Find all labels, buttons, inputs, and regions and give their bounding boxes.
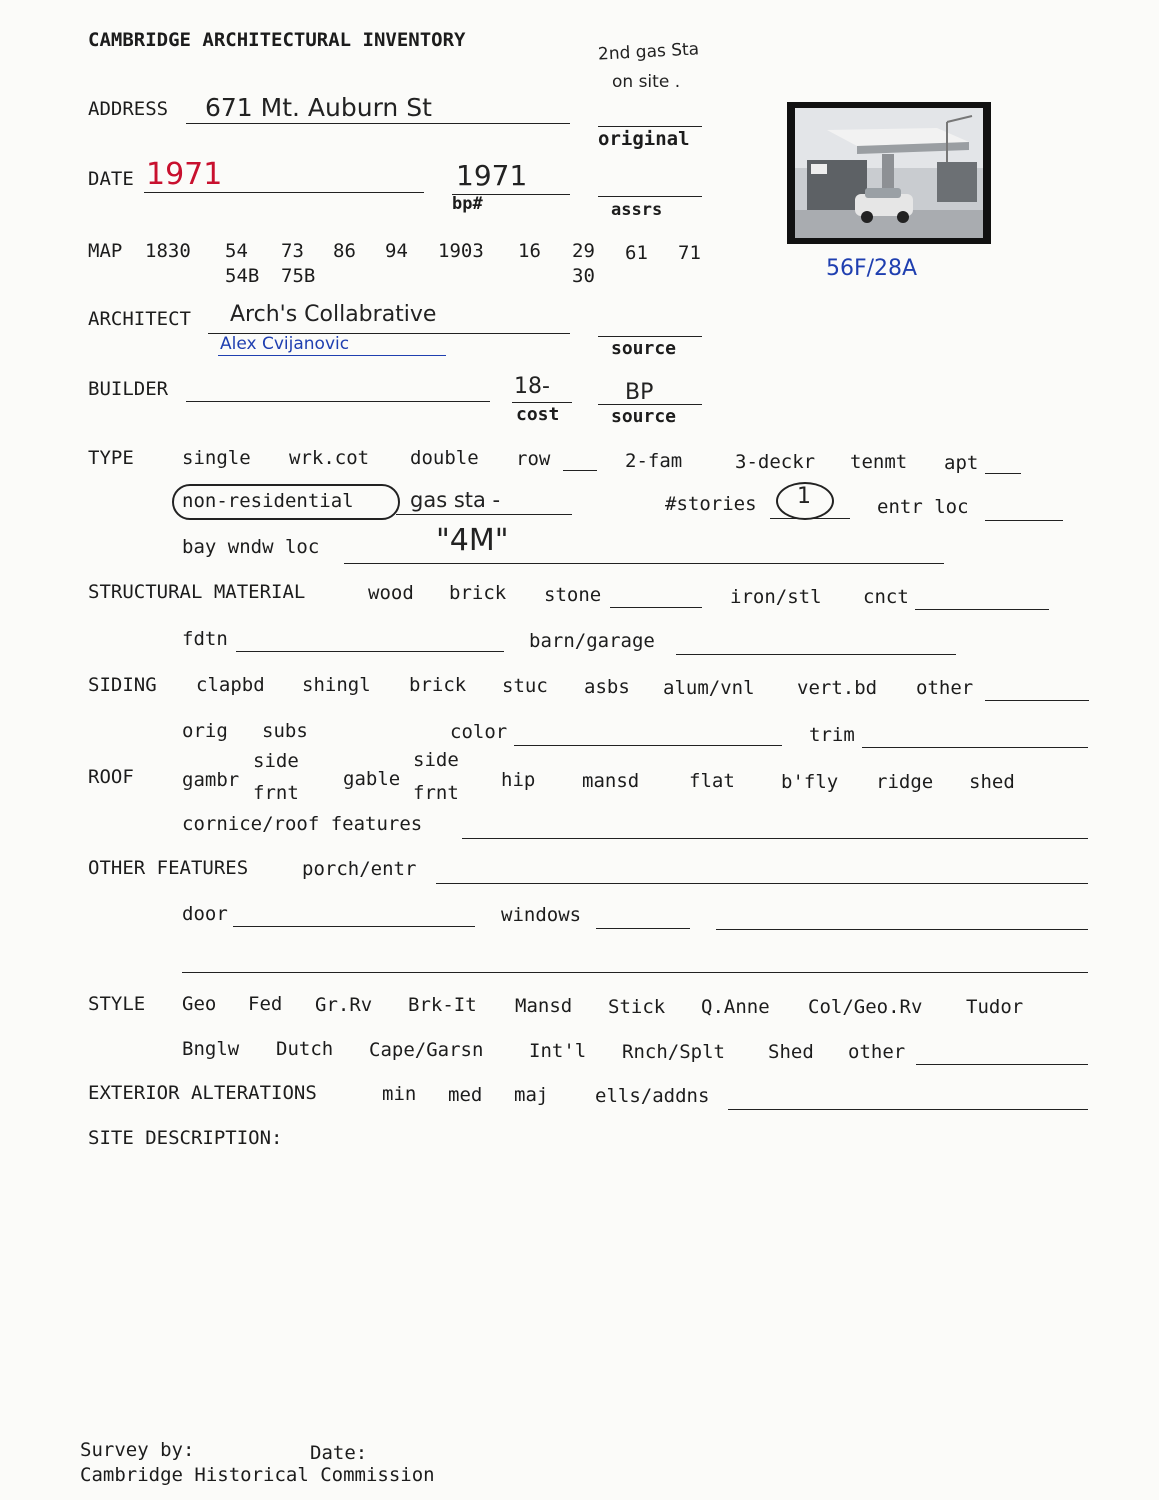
bp-label: bp#	[452, 194, 483, 214]
style-option: Tudor	[966, 996, 1024, 1018]
nonres-label: non-residential	[182, 490, 354, 512]
survey-by-label: Survey by:	[80, 1439, 195, 1461]
bay-line	[344, 563, 944, 564]
handwritten-note-2: on site .	[612, 72, 681, 92]
commission-name: Cambridge Historical Commission	[80, 1464, 435, 1486]
roof-option: ridge	[876, 771, 934, 793]
style-option: Int'l	[529, 1040, 587, 1062]
map-year: 94	[385, 240, 408, 262]
architect-label: ARCHITECT	[88, 308, 191, 330]
extra-line	[182, 972, 1088, 973]
photo-caption: 56F/28A	[826, 256, 918, 281]
original-label: original	[598, 128, 690, 150]
structural-option: iron/stl	[730, 586, 822, 608]
gable-side: side	[413, 749, 459, 771]
map-year: 86	[333, 240, 356, 262]
type-option: tenmt	[850, 451, 908, 473]
nonres-value: gas sta -	[410, 488, 501, 512]
cnct-line	[915, 609, 1049, 610]
style-option: Mansd	[515, 995, 573, 1017]
style-option: Col/Geo.Rv	[808, 996, 923, 1018]
color-line	[514, 745, 782, 746]
address-line	[186, 123, 570, 124]
alteration-option: med	[448, 1084, 483, 1106]
type-label: TYPE	[88, 447, 134, 469]
siding-other-line	[985, 700, 1089, 701]
architect-value: Arch's Collabrative	[230, 302, 437, 327]
alterations-label: EXTERIOR ALTERATIONS	[88, 1082, 317, 1104]
gambr-label: gambr	[182, 769, 240, 791]
structural-option: stone	[544, 584, 602, 606]
other-features-label: OTHER FEATURES	[88, 857, 249, 879]
color-label: color	[450, 721, 508, 743]
assrs-label: assrs	[611, 200, 663, 220]
builder-line	[186, 401, 490, 402]
alteration-option: maj	[514, 1084, 549, 1106]
footer-date-label: Date:	[310, 1442, 368, 1464]
architect-name: Alex Cvijanovic	[220, 334, 350, 354]
porch-label: porch/entr	[302, 858, 417, 880]
door-line	[233, 926, 475, 927]
style-other-line	[916, 1064, 1088, 1065]
entr-loc-line	[985, 520, 1063, 521]
address-label: ADDRESS	[88, 98, 169, 120]
site-description-label: SITE DESCRIPTION:	[88, 1127, 283, 1149]
type-option: apt	[944, 452, 979, 474]
stories-value: 1	[797, 484, 811, 509]
style-option: Gr.Rv	[315, 994, 373, 1016]
apt-line	[985, 473, 1021, 474]
type-option: 3-deckr	[735, 451, 816, 473]
roof-option: hip	[501, 769, 536, 791]
barn-line	[676, 654, 956, 655]
builder-source-line	[598, 404, 702, 405]
roof-label: ROOF	[88, 766, 134, 788]
siding-option: asbs	[584, 676, 630, 698]
siding-option: alum/vnl	[663, 677, 755, 699]
style-option: Dutch	[276, 1038, 334, 1060]
alteration-option: ells/addns	[595, 1085, 710, 1107]
map-year: 73	[281, 240, 304, 262]
cost-label: cost	[516, 404, 560, 425]
builder-source-value: BP	[625, 380, 654, 405]
map-year: 54B	[225, 265, 260, 287]
address-value: 671 Mt. Auburn St	[205, 93, 432, 122]
type-option: row	[516, 448, 551, 470]
entr-loc-label: entr loc	[877, 496, 969, 518]
map-year: 29	[572, 240, 595, 262]
map-year: 1830	[145, 240, 191, 262]
fdtn-line	[236, 651, 504, 652]
porch-line	[436, 883, 1088, 884]
date-value: 1971	[146, 157, 223, 192]
map-year: 1903	[438, 240, 484, 262]
map-year: 54	[225, 240, 248, 262]
orig-label: orig	[182, 720, 228, 742]
builder-source-label: source	[611, 406, 677, 427]
windows-label: windows	[501, 904, 582, 926]
roof-option: shed	[969, 771, 1015, 793]
style-option: Cape/Garsn	[369, 1039, 484, 1061]
type-option: 2-fam	[625, 450, 683, 472]
bay-label: bay wndw loc	[182, 536, 320, 558]
source-label: source	[611, 338, 677, 359]
siding-option: brick	[409, 674, 467, 696]
gable-label: gable	[343, 768, 401, 790]
style-option: Rnch/Splt	[622, 1041, 725, 1063]
map-year: 71	[678, 242, 701, 264]
type-option: single	[182, 447, 251, 469]
style-option: Geo	[182, 993, 217, 1015]
structural-option: wood	[368, 582, 414, 604]
style-option: other	[848, 1041, 906, 1063]
style-option: Fed	[248, 993, 283, 1015]
door-label: door	[182, 903, 228, 925]
cornice-line	[462, 838, 1088, 839]
cornice-label: cornice/roof features	[182, 813, 423, 835]
cost-line	[512, 402, 572, 403]
siding-option: stuc	[502, 675, 548, 697]
structural-option: cnct	[863, 586, 909, 608]
siding-option: clapbd	[196, 674, 265, 696]
type-option: wrk.cot	[289, 447, 370, 469]
stories-line	[770, 518, 850, 519]
builder-label: BUILDER	[88, 378, 169, 400]
alteration-option: min	[382, 1083, 417, 1105]
original-line	[598, 126, 702, 127]
siding-option: other	[916, 677, 974, 699]
gas-station-photo-image	[787, 102, 991, 244]
map-label: MAP	[88, 240, 123, 262]
map-year: 16	[518, 240, 541, 262]
subs-label: subs	[262, 720, 308, 742]
nonres-line	[396, 514, 572, 515]
map-year: 61	[625, 242, 648, 264]
architect-name-underline	[218, 355, 446, 356]
fdtn-label: fdtn	[182, 628, 228, 650]
bp-value: 1971	[456, 159, 528, 192]
siding-option: vert.bd	[797, 677, 878, 699]
trim-line	[862, 747, 1088, 748]
roof-option: b'fly	[781, 771, 839, 793]
alterations-line	[728, 1109, 1088, 1110]
assrs-line	[598, 196, 702, 197]
stories-label: #stories	[665, 493, 757, 515]
building-photo	[787, 102, 991, 244]
gambr-frnt: frnt	[253, 782, 299, 804]
windows-line-2	[716, 929, 1088, 930]
map-year: 75B	[281, 265, 316, 287]
windows-line	[596, 928, 690, 929]
style-option: Stick	[608, 996, 666, 1018]
barn-label: barn/garage	[529, 630, 655, 652]
stone-line	[610, 607, 702, 608]
row-line	[563, 470, 597, 471]
trim-label: trim	[809, 724, 855, 746]
gable-frnt: frnt	[413, 782, 459, 804]
form-title: CAMBRIDGE ARCHITECTURAL INVENTORY	[88, 29, 466, 51]
style-option: Q.Anne	[701, 996, 770, 1018]
style-option: Shed	[768, 1041, 814, 1063]
style-label: STYLE	[88, 993, 146, 1015]
type-option: double	[410, 447, 479, 469]
source-line	[598, 336, 702, 337]
bay-value: "4M"	[436, 523, 509, 558]
cost-value: 18-	[514, 374, 550, 399]
date-line	[144, 192, 424, 193]
roof-option: flat	[689, 770, 735, 792]
gambr-side: side	[253, 750, 299, 772]
structural-option: brick	[449, 582, 507, 604]
date-label: DATE	[88, 168, 134, 190]
siding-option: shingl	[302, 674, 371, 696]
structural-label: STRUCTURAL MATERIAL	[88, 581, 306, 603]
map-year: 30	[572, 265, 595, 287]
handwritten-note: 2nd gas Sta	[597, 39, 700, 65]
roof-option: mansd	[582, 770, 640, 792]
style-option: Brk-It	[408, 994, 477, 1016]
siding-label: SIDING	[88, 674, 157, 696]
style-option: Bnglw	[182, 1038, 240, 1060]
